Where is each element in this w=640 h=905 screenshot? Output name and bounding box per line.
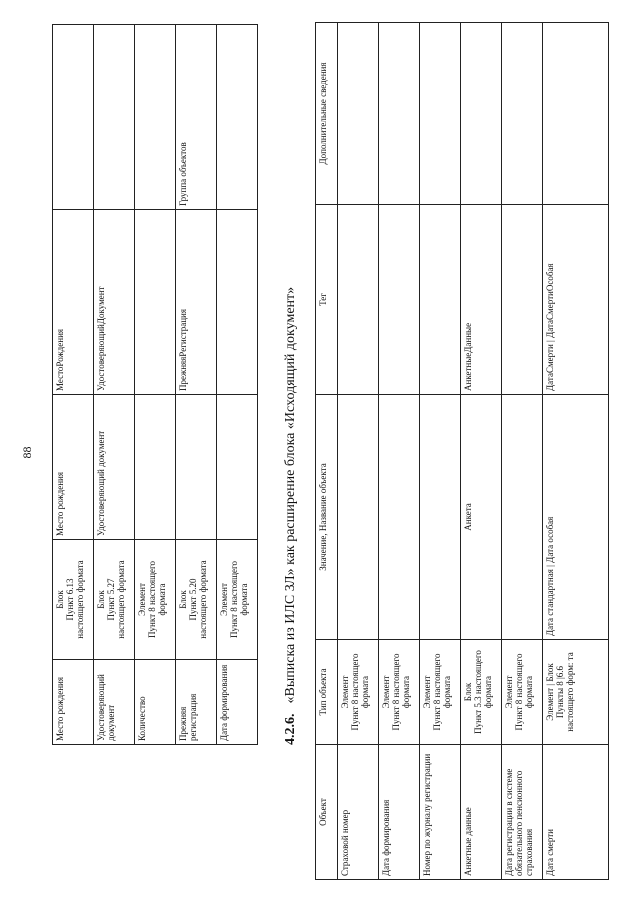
table-cell: Количество [135,660,176,745]
table-cell: Дата регистрации в системе обязательного пенсионного страхования [502,745,543,880]
continued-table [52,24,258,745]
table-cell: Тег [316,205,338,395]
table-cell [420,23,461,205]
table-cell: Объект [316,745,338,880]
table-cell: Блок Пункт 5.3 настоящего формата [461,640,502,745]
table-cell [502,23,543,205]
table-cell: АнкетныеДанные [461,205,502,395]
section-number: 4.2.6. [283,713,298,745]
table-row [502,23,543,880]
table-cell: Номер по журналу регистрации [420,745,461,880]
table-cell [217,210,258,395]
table-cell: Элемент Пункт 8 настоящего формата [217,540,258,660]
table-cell [217,25,258,210]
table-cell [502,395,543,640]
table-cell: Анкетные данные [461,745,502,880]
table-cell [379,205,420,395]
table-row [135,25,176,745]
table-cell [338,23,379,205]
table-cell: Дата смерти [543,745,609,880]
table-cell: ПрежняяРегистрация [176,210,217,395]
table-cell: Элемент Пункт 8 настоящего формата [502,640,543,745]
table-cell: Удостоверяющий документ [94,660,135,745]
table-cell: Группа объектов [176,25,217,210]
table-cell [135,395,176,540]
table-row [543,23,609,880]
table-cell: Место рождения [53,660,94,745]
table-row [217,25,258,745]
table-cell [338,205,379,395]
table-cell [94,25,135,210]
table-row [53,25,94,745]
table-cell: Место рождения [53,395,94,540]
table-cell: Элемент Пункт 8 настоящего формата [379,640,420,745]
table-cell: Дата формирования [217,660,258,745]
table-cell [420,205,461,395]
section-heading [283,287,299,745]
section-title: «Выписка из ИЛС ЗЛ» как расширение блока «Исходящий документ» [283,286,298,704]
table-cell [461,23,502,205]
table-cell: Значение, Название объекта [316,395,338,640]
table-row [420,23,461,880]
table-cell [176,395,217,540]
table-cell [338,395,379,640]
table-cell: Тип объекта [316,640,338,745]
table-cell: Дата стандартная | Дата особая [543,395,609,640]
table-row [94,25,135,745]
table-row [379,23,420,880]
table-cell [217,395,258,540]
table-cell: Элемент Пункт 8 настоящего формата [420,640,461,745]
table-cell: Прежняя регистрация [176,660,217,745]
table-cell: МестоРождения [53,210,94,395]
table-row [176,25,217,745]
table-cell [135,25,176,210]
table-cell: Блок Пункт 6.13 настоящего формата [53,540,94,660]
table-cell [543,23,609,205]
table-cell: Удостоверяющий документ [94,395,135,540]
table-cell [502,205,543,395]
table-cell: Дата формирования [379,745,420,880]
table-cell [135,210,176,395]
table-cell: Страховой номер [338,745,379,880]
table-row [338,23,379,880]
table-cell: Дополнительные сведения [316,23,338,205]
table-cell: Блок Пункт 5.27 настоящего формата [94,540,135,660]
table-cell: Элемент Пункт 8 настоящего формата [338,640,379,745]
table-row [461,23,502,880]
table-cell: Элемент Пункт 8 настоящего формата [135,540,176,660]
page-number: 88 [20,446,34,459]
table-cell: ДатаСмерти | ДатаСмертиОсобая [543,205,609,395]
table-cell [379,395,420,640]
table-cell: УдостоверяющийДокумент [94,210,135,395]
extract-table [315,22,609,880]
table-cell: Блок Пункт 5.20 настоящего формата [176,540,217,660]
table-cell [420,395,461,640]
table-cell [379,23,420,205]
table-cell: Элемент | Блок Пункты 8 |6.6 настоящего форм: та [543,640,609,745]
table-cell: Анкета [461,395,502,640]
table-cell [53,25,94,210]
